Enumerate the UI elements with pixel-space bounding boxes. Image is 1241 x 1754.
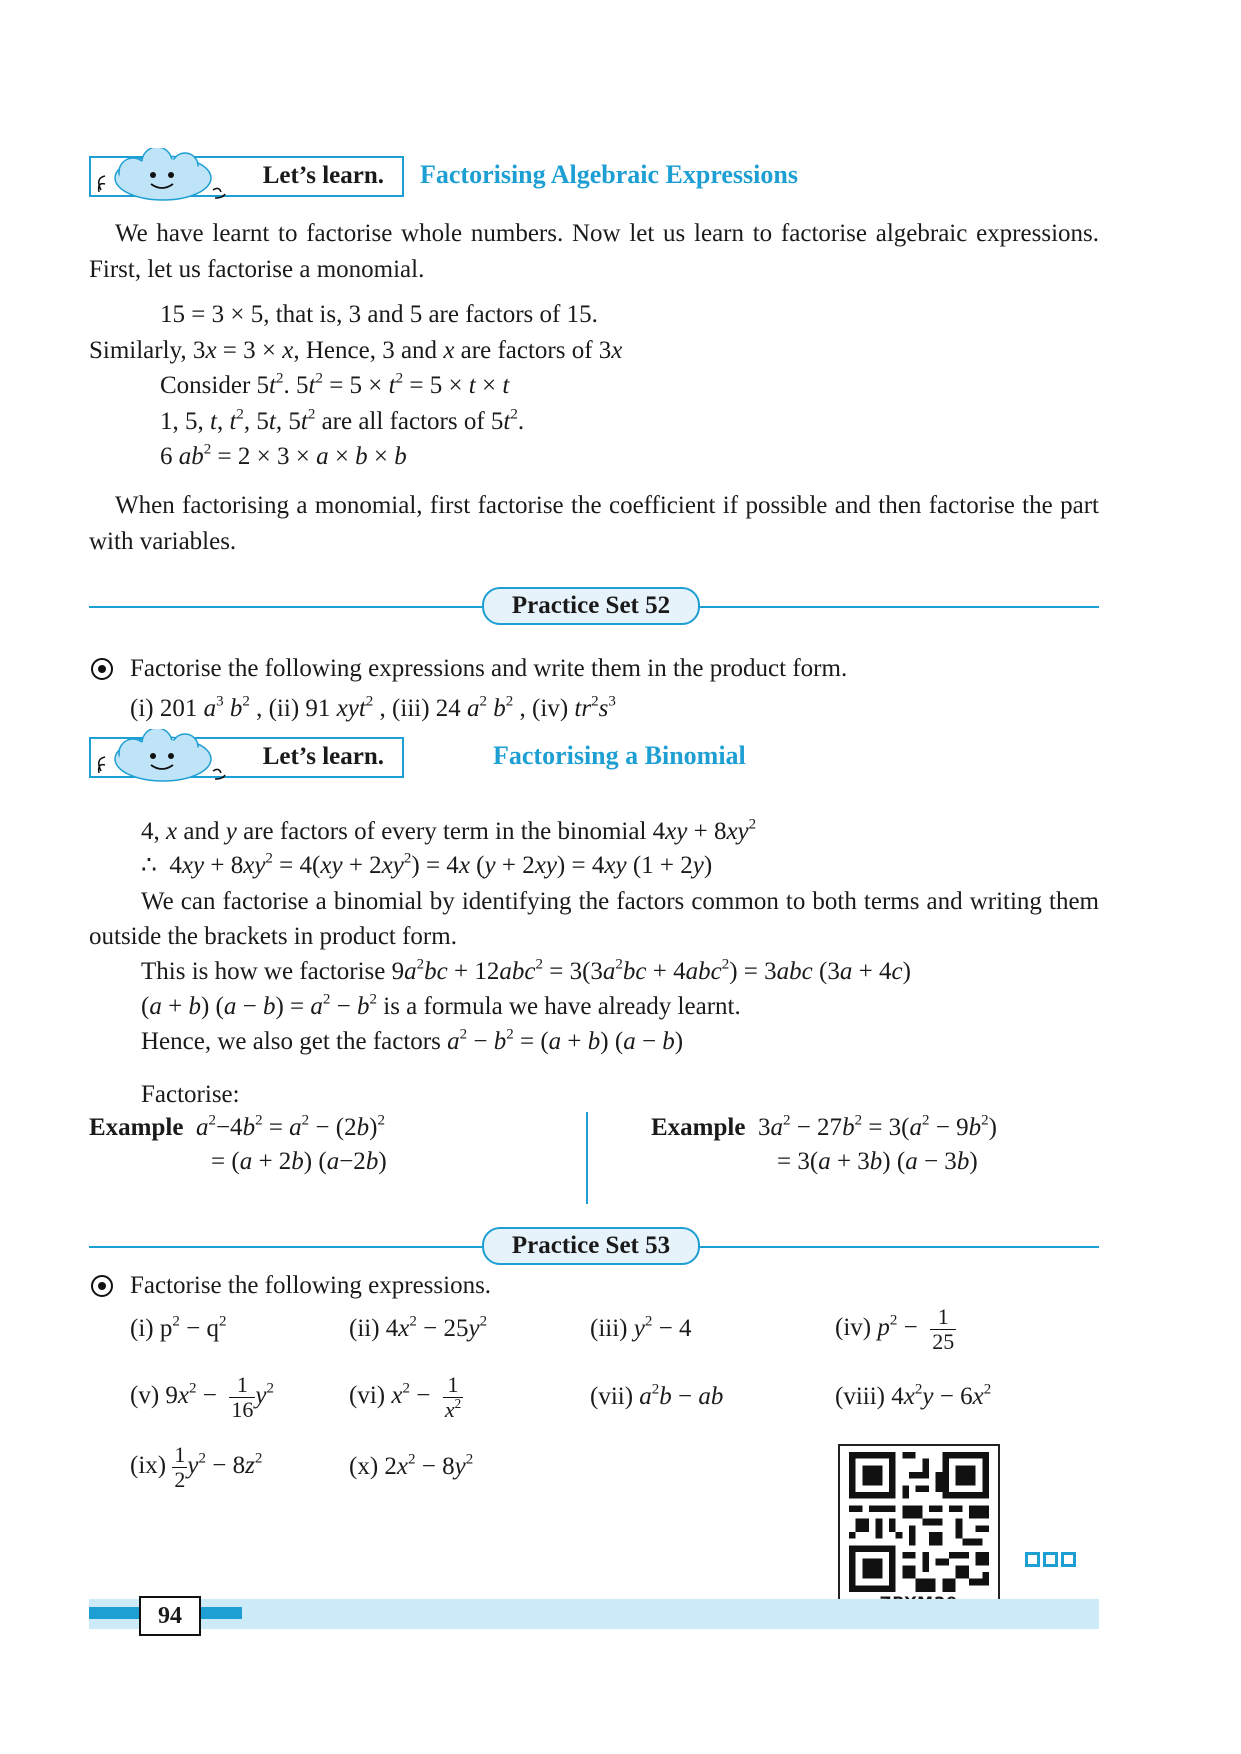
lets-learn-badge (89, 737, 404, 778)
monomial-line-5: 6 $ab^2 = 2 \times 3 \times a \times b \times b$ (160, 441, 407, 470)
cloud-mascot-icon (93, 148, 243, 208)
binomial-explanation: We can factorise a binomial by identifying the factors common to both terms and writing them outside the brackets in product form. (89, 888, 1099, 950)
factorise-label: Factorise: (141, 1081, 240, 1108)
example-right-line-2: = 3(a + 3b) (a − 3b) (777, 1148, 978, 1175)
footer-bar-left (89, 1607, 139, 1619)
example-left-line-1: Example $a^2-4b^2 = a^2 - (2b)^2$ (89, 1112, 385, 1141)
binomial-line-5: (a + b) $(a - b) = a^2 - b^2$ is a formula we have already learnt. (141, 991, 741, 1020)
footer-bar-right (201, 1607, 242, 1619)
exercise-item: (iii) $y^2 - 4$ (590, 1313, 692, 1342)
exercise-item: (viii) $4x^2y - 6x^2$ (835, 1381, 992, 1410)
badge-label: Let’s learn. (262, 162, 384, 189)
monomial-line-1: 15 = 3 × 5, that is, 3 and 5 are factors of 15. (160, 301, 598, 328)
exercise-item: (ix) $\frac{1}{2}$ $y^2 - 8z^2$ (130, 1441, 263, 1492)
monomial-line-4: 1, 5, t, $t^2$, 5t, $5t^2$ are all factors of $5t^2$. (160, 406, 525, 435)
qr-code-box[interactable] (838, 1444, 1000, 1616)
example-left-line-2: = (a + 2b) (a−2b) (211, 1148, 387, 1175)
monomial-line-3: Consider $5t^2$. $5t^2 = 5 \times t^2 = 5 \times t \times t$ (160, 370, 510, 399)
qr-code-icon (846, 1452, 992, 1592)
practice-set-53-title: Practice Set 53 (482, 1227, 700, 1265)
exercise-item: (vii) $a^2b$ − ab (590, 1381, 724, 1410)
section-title: Factorising a Binomial (493, 741, 746, 770)
section-title: Factorising Algebraic Expressions (420, 160, 798, 189)
monomial-line-2: Similarly, 3x = 3 × x, Hence, 3 and x are factors of 3x (89, 337, 623, 364)
end-marks-icon (1025, 1552, 1079, 1567)
badge-label: Let’s learn. (262, 743, 384, 770)
binomial-line-1: 4, x and y are factors of every term in the binomial $4xy + 8xy^2$ (141, 816, 757, 845)
bullet-icon (91, 658, 113, 680)
exercise-item: (v) $9x^2$ − $\frac{1}{16}$ $y^2$ (130, 1371, 274, 1422)
binomial-line-2: ∴ $4xy + 8xy^2 = 4(xy + 2xy^2) = 4x$ (y + 2xy) = 4xy (1 + 2y) (141, 850, 713, 879)
practice-set-52-title: Practice Set 52 (482, 587, 700, 625)
exercise-item: (vi) $x^2$ − $\frac{1}{x^2}$ (349, 1371, 462, 1422)
note-paragraph: When factorising a monomial, first factorise the coefficient if possible and then factorise the part with variables. (89, 492, 1099, 555)
binomial-line-6: Hence, we also get the factors $a^2 - b^2 = (a + b) (a - b)$ (141, 1026, 684, 1055)
exercise-item: (ii) $4x^2 - 25y^2$ (349, 1313, 488, 1342)
practice-53-instruction: Factorise the following expressions. (130, 1272, 492, 1299)
lets-learn-badge (89, 156, 404, 197)
practice-52-instruction: Factorise the following expressions and write them in the product form. (130, 655, 848, 682)
practice-52-items: (i) 201 $a^3$ $b^2$ , (ii) 91 xyt$^2$ , (iii) 24 $a^2$ $b^2$ , (iv) $tr^2s^3$ (130, 693, 616, 722)
example-right-line-1: Example $3a^2 - 27b^2 = 3(a^2 - 9b^2)$ (651, 1112, 997, 1141)
exercise-item: (i) $p^2 - q^2$ (130, 1313, 227, 1342)
examples-divider (586, 1112, 588, 1204)
cloud-mascot-icon (93, 729, 243, 789)
intro-paragraph: We have learnt to factorise whole numbers. Now let us learn to factorise algebraic expressions. First, let us factorise a monomial. (89, 220, 1099, 283)
exercise-item: (x) $2x^2 - 8y^2$ (349, 1451, 474, 1480)
page-number: 94 (139, 1596, 201, 1636)
binomial-line-4: This is how we factorise $9a^2bc + 12abc^2 = 3(3a^2bc + 4abc^2) = 3abc$ (3a + 4c) (141, 956, 911, 985)
bullet-icon (91, 1275, 113, 1297)
exercise-item: (iv) $p^2$ − $\frac{1}{25}$ (835, 1303, 955, 1354)
